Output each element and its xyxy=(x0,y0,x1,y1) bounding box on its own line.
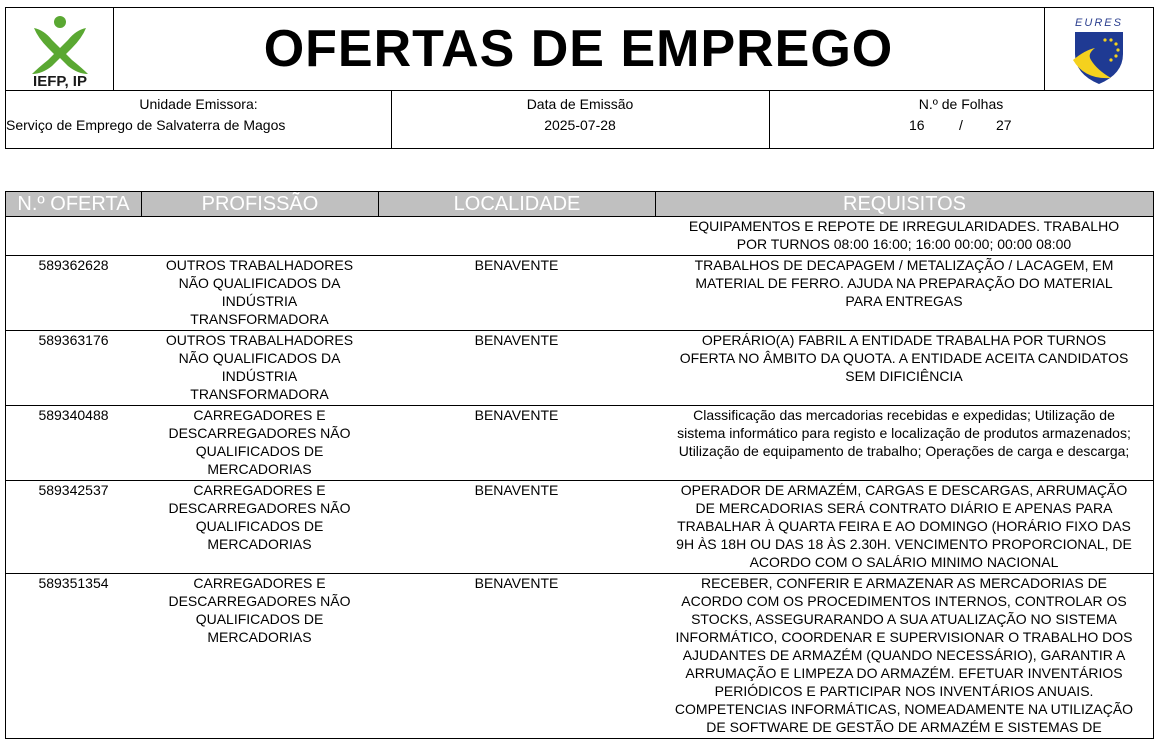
requirements xyxy=(655,481,1153,571)
eures-logo-icon xyxy=(1045,8,1153,90)
requirements-line: STOCKS, ASSEGURARANDO A SUA ATUALIZAÇÃO NO SISTEMA xyxy=(691,611,1117,627)
profession-line: CARREGADORES E xyxy=(193,407,326,423)
requirements-line: AJUDANTES DE ARMAZÉM (QUANDO NECESSÁRIO), GARANTIR A xyxy=(682,647,1126,663)
profession-line: QUALIFICADOS DE xyxy=(195,518,324,534)
requirements-line: ACORDO COM O SALÁRIO MINIMO NACIONAL xyxy=(749,554,1059,570)
requirements-line: EQUIPAMENTOS E REPOTE DE IRREGULARIDADES. TRABALHO xyxy=(688,218,1120,234)
requirements-line: ACORDO COM OS PROCEDIMENTOS INTERNOS, CONTROLAR OS xyxy=(681,593,1127,609)
column-header-offer-number: N.º OFERTA xyxy=(17,192,130,215)
requirements-line: ARRUMAÇÃO E LIMPEZA DO ARMAZÉM. EFETUAR INVENTÁRIOS xyxy=(685,665,1123,681)
offer-number: 589340488 xyxy=(38,407,109,423)
profession-line: DESCARREGADORES NÃO xyxy=(168,593,351,609)
locality: BENAVENTE xyxy=(474,407,559,423)
requirements-line: DE SOFTWARE DE GESTÃO DE ARMAZÉM E SISTEMAS DE xyxy=(706,719,1102,735)
iefp-logo-icon xyxy=(6,8,113,90)
requirements-line: OPERADOR DE ARMAZÉM, CARGAS E DESCARGAS, ARRUMAÇÃO xyxy=(680,482,1128,498)
requirements-line: RECEBER, CONFERIR E ARMAZENAR AS MERCADORIAS DE xyxy=(700,575,1108,591)
job-offers-table xyxy=(5,191,1154,739)
column-header-profession: PROFISSÃO xyxy=(141,192,378,216)
offer-number: 589362628 xyxy=(38,257,109,273)
profession-line: NÃO QUALIFICADOS DA xyxy=(178,275,341,291)
column-header-requirements: REQUISITOS xyxy=(655,192,1153,216)
profession-line: MERCADORIAS xyxy=(207,629,312,645)
locality: BENAVENTE xyxy=(474,575,559,591)
table-row xyxy=(6,574,1153,738)
sheet-count-label: N.º de Folhas xyxy=(918,96,1004,112)
profession-line: MERCADORIAS xyxy=(207,461,312,477)
profession-line: NÃO QUALIFICADOS DA xyxy=(178,350,341,366)
table-header xyxy=(6,192,1153,217)
table-row xyxy=(6,217,1153,256)
table-row xyxy=(6,481,1153,574)
requirements xyxy=(655,217,1153,253)
profession-line: CARREGADORES E xyxy=(193,575,326,591)
requirements-line: SEM DIFICIÊNCIA xyxy=(845,368,963,384)
sheet-count xyxy=(769,91,1153,148)
title-cell xyxy=(113,8,1044,90)
profession-line: DESCARREGADORES NÃO xyxy=(168,500,351,516)
profession-line: TRANSFORMADORA xyxy=(190,386,329,402)
svg-text:EURES: EURES xyxy=(1075,17,1123,29)
table-row xyxy=(6,406,1153,481)
profession-line: MERCADORIAS xyxy=(207,536,312,552)
locality: BENAVENTE xyxy=(474,257,559,273)
profession-line: OUTROS TRABALHADORES xyxy=(165,257,354,273)
issuing-unit xyxy=(6,91,392,148)
offer-number: 589351354 xyxy=(38,575,109,591)
issue-info xyxy=(5,91,1154,149)
requirements-line: sistema informático para registo e localização de produtos armazenados; xyxy=(677,425,1131,441)
table-row xyxy=(6,331,1153,406)
requirements-line: MATERIAL DE FERRO. AJUDA NA PREPARAÇÃO DO MATERIAL xyxy=(695,275,1113,291)
profession-line: TRANSFORMADORA xyxy=(190,311,329,327)
requirements-line: DE MERCADORIAS SERÁ CONTRATO DIÁRIO E APENAS PARA xyxy=(695,500,1113,516)
requirements xyxy=(655,256,1153,310)
profession-line: CARREGADORES E xyxy=(193,482,326,498)
requirements-line: OFERTA NO ÂMBITO DA QUOTA. A ENTIDADE ACEITA CANDIDATOS xyxy=(679,350,1129,366)
profession xyxy=(141,331,378,403)
eures-logo xyxy=(1044,8,1153,90)
issue-date xyxy=(391,91,770,148)
requirements-line: 9H ÀS 18H OU DAS 18 ÀS 2.30H. VENCIMENTO PROPORCIONAL, DE xyxy=(676,536,1132,552)
requirements-line: INFORMÁTICO, COORDENAR E SUPERVISIONAR O TRABALHO DOS xyxy=(675,629,1133,645)
profession-line: QUALIFICADOS DE xyxy=(195,611,324,627)
requirements xyxy=(655,574,1153,736)
requirements-line: Utilização de equipamento de trabalho; Operações de carga e descarga; xyxy=(678,443,1130,459)
issuing-unit-value: Serviço de Emprego de Salvaterra de Magos xyxy=(6,117,286,133)
profession xyxy=(141,256,378,328)
issue-date-label: Data de Emissão xyxy=(526,96,634,112)
requirements-line: PARA ENTREGAS xyxy=(845,293,963,309)
issuing-unit-label: Unidade Emissora: xyxy=(139,96,258,112)
offer-number: 589363176 xyxy=(38,332,109,348)
profession xyxy=(141,481,378,553)
iefp-logo xyxy=(6,8,114,90)
profession xyxy=(141,406,378,478)
table-row xyxy=(6,256,1153,331)
requirements-line: TRABALHAR À QUARTA FEIRA E AO DOMINGO (HORÁRIO FIXO DAS xyxy=(677,518,1131,534)
issue-date-value: 2025-07-28 xyxy=(544,117,616,133)
profession-line: INDÚSTRIA xyxy=(221,293,298,309)
requirements-line: COMPETENCIAS INFORMÁTICAS, NOMEADAMENTE NA UTILIZAÇÃO xyxy=(674,701,1134,717)
offer-number: 589342537 xyxy=(38,482,109,498)
locality: BENAVENTE xyxy=(474,482,559,498)
sheet-total: 27 xyxy=(996,117,1012,133)
requirements-line: POR TURNOS 08:00 16:00; 16:00 00:00; 00:00 08:00 xyxy=(736,236,1072,252)
requirements-line: PERIÓDICOS E PARTICIPAR NOS INVENTÁRIOS ANUAIS. xyxy=(714,683,1094,699)
sheet-separator: / xyxy=(959,117,963,133)
profession-line: DESCARREGADORES NÃO xyxy=(168,425,351,441)
requirements xyxy=(655,331,1153,385)
column-header-locality: LOCALIDADE xyxy=(378,192,655,216)
document-header xyxy=(5,7,1154,91)
profession-line: INDÚSTRIA xyxy=(221,368,298,384)
profession-line: QUALIFICADOS DE xyxy=(195,443,324,459)
profession-line: OUTROS TRABALHADORES xyxy=(165,332,354,348)
requirements xyxy=(655,406,1153,460)
table-body xyxy=(6,217,1153,738)
locality: BENAVENTE xyxy=(474,332,559,348)
svg-text:IEFP, IP: IEFP, IP xyxy=(33,73,87,90)
sheet-current: 16 xyxy=(909,117,925,133)
profession xyxy=(141,574,378,646)
page-title: OFERTAS DE EMPREGO xyxy=(263,20,894,78)
requirements-line: OPERÁRIO(A) FABRIL A ENTIDADE TRABALHA POR TURNOS xyxy=(701,332,1107,348)
requirements-line: Classificação das mercadorias recebidas e expedidas; Utilização de xyxy=(693,407,1115,423)
requirements-line: TRABALHOS DE DECAPAGEM / METALIZAÇÃO / LACAGEM, EM xyxy=(694,257,1114,273)
